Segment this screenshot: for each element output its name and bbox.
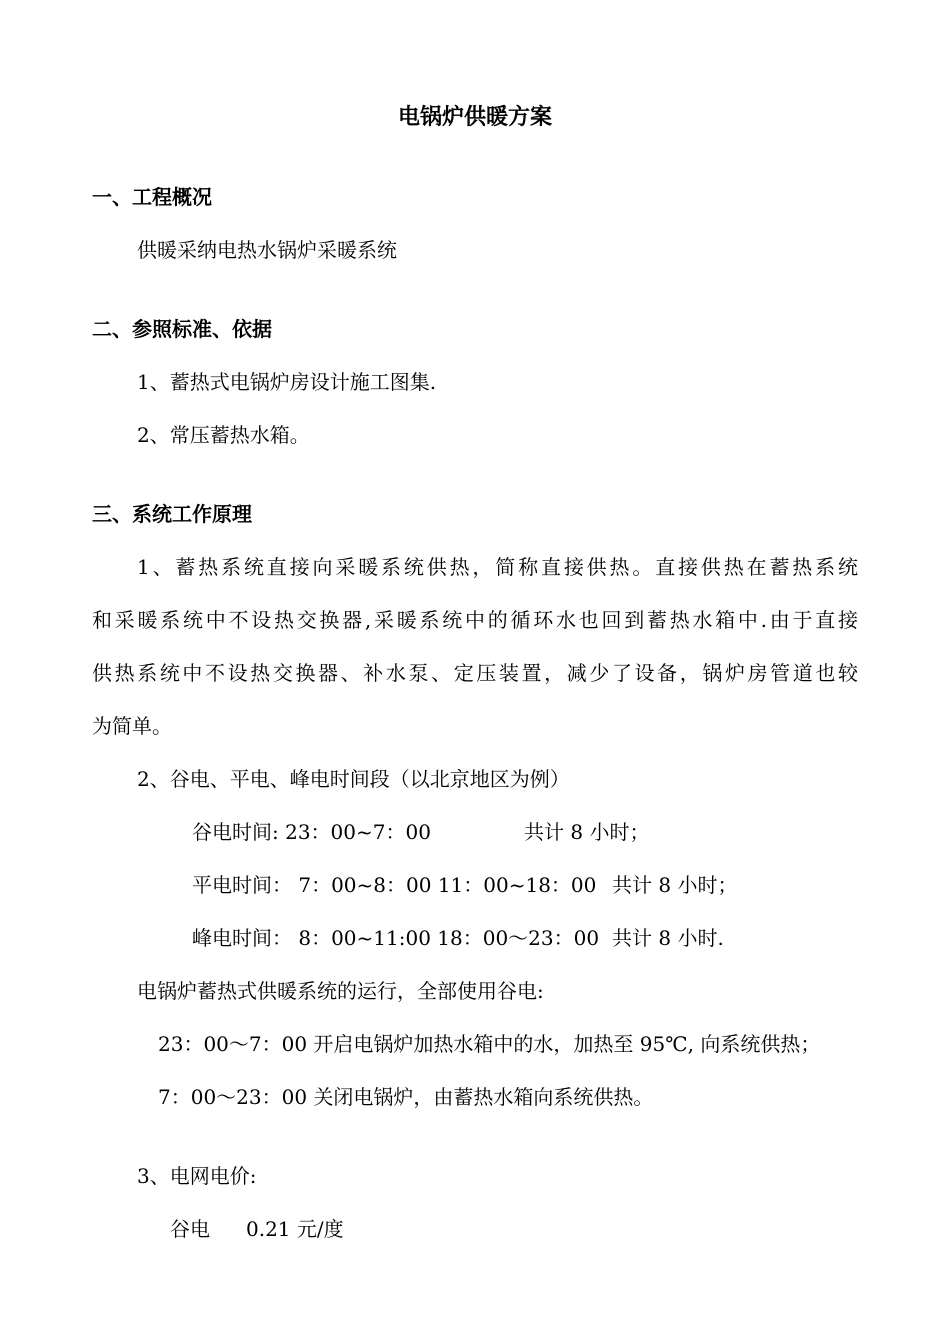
standards-item-2: 2、常压蓄热水箱。 (137, 423, 310, 447)
section-heading-overview: 一、工程概况 (92, 185, 212, 209)
principle-paragraph-line-3: 供热系统中不设热交换器、补水泵、定压装置，减少了设备，锅炉房管道也较 (92, 661, 858, 685)
operation-step-1: 23：00～7：00 开启电锅炉加热水箱中的水，加热至 95℃, 向系统供热； (158, 1032, 821, 1056)
time-periods-heading: 2、谷电、平电、峰电时间段（以北京地区为例） (137, 767, 570, 791)
electricity-price-heading: 3、电网电价: (137, 1164, 257, 1188)
peak-time-total: 共计 8 小时. (612, 926, 724, 950)
flat-time-label: 平电时间： 7：00~8：00 11：00~18：00 (192, 873, 597, 897)
valley-time-label: 谷电时间: 23：00~7：00 (192, 820, 431, 844)
valley-time-total: 共计 8 小时； (524, 820, 650, 844)
principle-paragraph-line-4: 为简单。 (92, 714, 172, 738)
operation-step-2: 7：00～23：00 关闭电锅炉，由蓄热水箱向系统供热。 (158, 1085, 654, 1109)
standards-item-1: 1、蓄热式电锅炉房设计施工图集. (137, 370, 437, 394)
operation-intro: 电锅炉蓄热式供暖系统的运行，全部使用谷电: (137, 979, 544, 1003)
overview-text: 供暖采纳电热水锅炉采暖系统 (137, 238, 397, 262)
flat-time-total: 共计 8 小时； (612, 873, 738, 897)
section-heading-standards: 二、参照标准、依据 (92, 317, 272, 341)
page-title: 电锅炉供暖方案 (397, 105, 552, 130)
price-valley-label: 谷电 (170, 1217, 210, 1241)
price-valley-value: 0.21 元/度 (246, 1217, 344, 1241)
peak-time-label: 峰电时间： 8：00~11:00 18：00～23：00 (192, 926, 600, 950)
section-heading-principle: 三、系统工作原理 (92, 502, 252, 526)
principle-paragraph-line-2: 和采暖系统中不设热交换器,采暖系统中的循环水也回到蓄热水箱中.由于直接 (92, 608, 858, 632)
principle-paragraph-line-1: 1、蓄热系统直接向采暖系统供热，简称直接供热。直接供热在蓄热系统 (137, 555, 858, 579)
